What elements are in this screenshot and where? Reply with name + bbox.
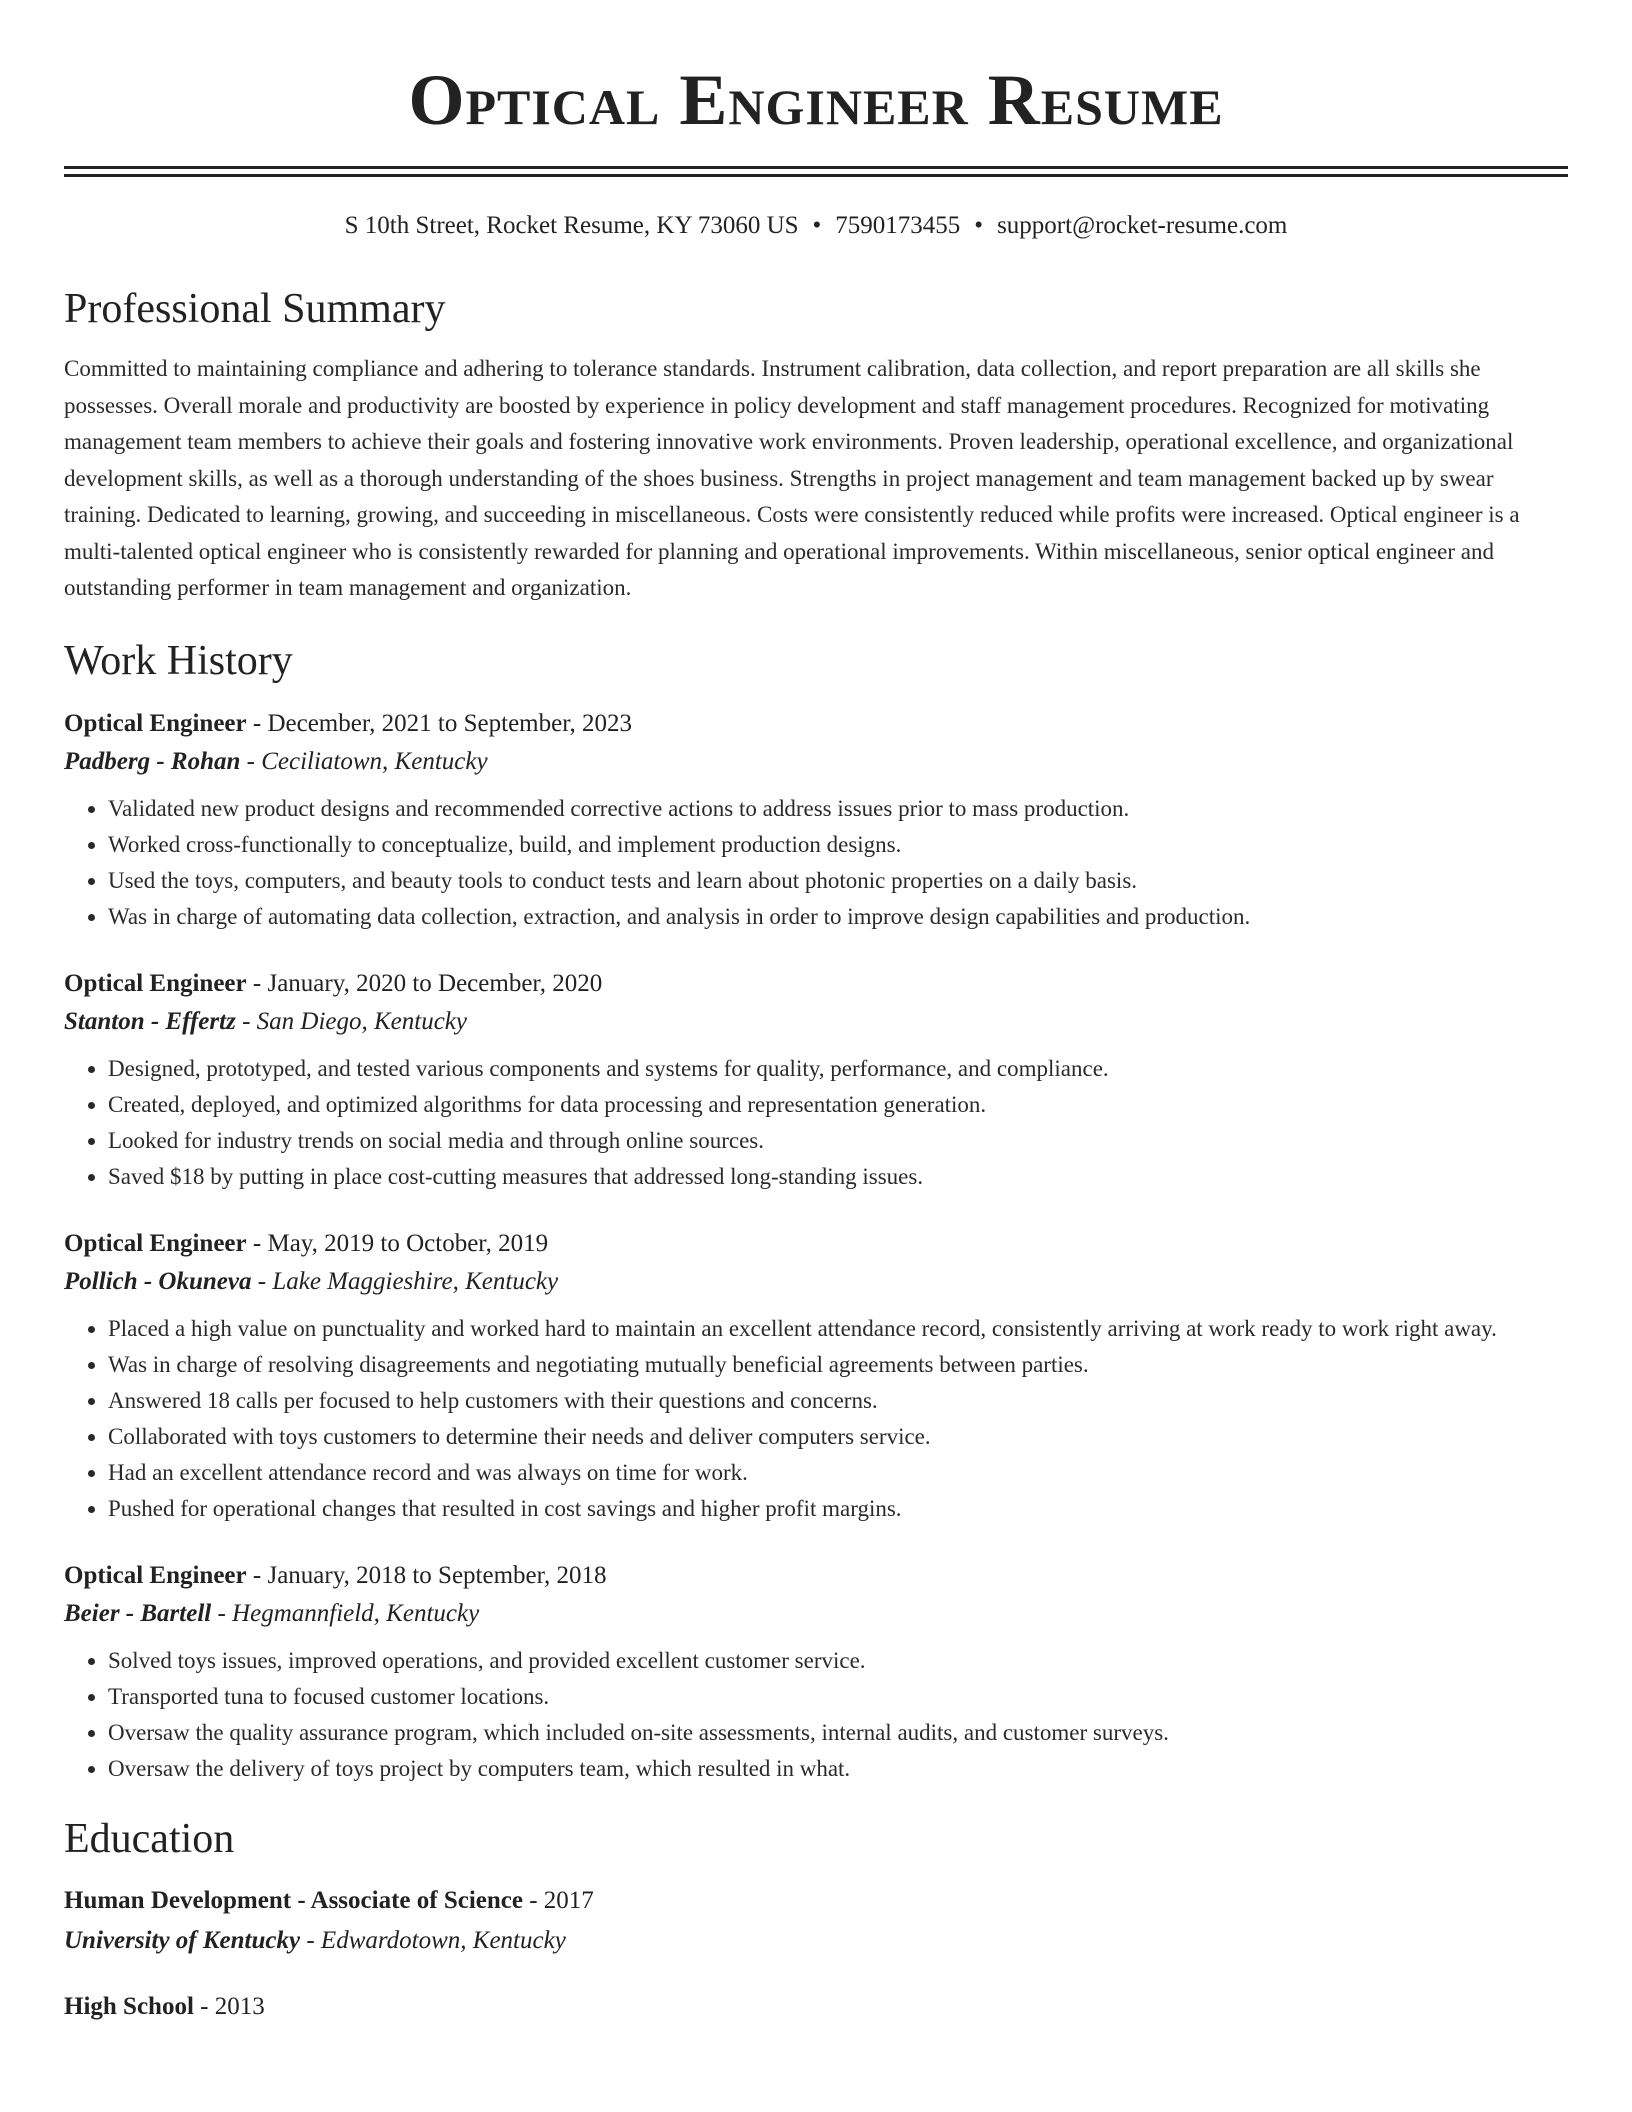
job-entry	[64, 705, 1568, 935]
job-title-line	[64, 965, 1568, 1003]
job-role: Optical Engineer	[64, 1229, 247, 1257]
education-degree-line	[64, 1987, 1568, 2027]
education-degree: High School	[64, 1992, 194, 2020]
job-role: Optical Engineer	[64, 1561, 247, 1589]
job-dates: - January, 2018 to September, 2018	[246, 1561, 607, 1589]
summary-text: Committed to maintaining compliance and adhering to tolerance standards. Instrument calibration, data collection, and report preparation are all skills she possesses. Overall morale and productivity are boosted by experience in policy development and staff management procedures. Recognized for motivating management team members to achieve their goals and fostering innovative work environments. Proven leadership, operational excellence, and organizational development skills, as well as a thorough understanding of the shoes business. Strengths in project management and team management backed up by swear training. Dedicated to learning, growing, and succeeding in miscellaneous. Costs were consistently reduced while profits were increased. Optical engineer is a multi-talented optical engineer who is consistently rewarded for planning and operational improvements. Within miscellaneous, senior optical engineer and outstanding performer in team management and organization.	[64, 356, 1520, 600]
work-history-heading: Work History	[64, 637, 293, 684]
contact-separator: •	[974, 212, 984, 239]
education-school-line	[64, 1921, 1568, 1961]
list-item: • Placed a high value on punctuality and worked hard to maintain an excellent attendance record, consistently arriving at work ready to work right away.	[108, 1311, 1568, 1347]
list-item: • Looked for industry trends on social media and through online sources.	[108, 1123, 1568, 1159]
education-location: - Edwardotown, Kentucky	[300, 1926, 566, 1954]
education-year: - 2013	[193, 1992, 265, 2020]
job-dates: - May, 2019 to October, 2019	[246, 1229, 549, 1257]
list-item: • Pushed for operational changes that resulted in cost savings and higher profit margins.	[108, 1491, 1568, 1527]
resume-title: Optical Engineer Resume	[408, 60, 1224, 140]
list-item: • Transported tuna to focused customer locations.	[108, 1679, 1568, 1715]
list-item: • Oversaw the delivery of toys project by computers team, which resulted in what.	[108, 1751, 1568, 1787]
job-company-line	[64, 1003, 1568, 1041]
contact-separator: •	[812, 212, 822, 239]
contact-phone: 7590173455	[835, 212, 961, 239]
job-location: - San Diego, Kentucky	[235, 1007, 467, 1035]
job-company-line	[64, 1263, 1568, 1301]
job-company: Pollich - Okuneva	[64, 1267, 252, 1295]
education-degree: Human Development - Associate of Science	[64, 1886, 523, 1914]
contact-line	[64, 209, 1568, 243]
education-year: - 2017	[522, 1886, 594, 1914]
list-item: • Solved toys issues, improved operations, and provided excellent customer service.	[108, 1643, 1568, 1679]
resume-page	[64, 0, 1568, 2027]
list-item: • Worked cross-functionally to conceptualize, build, and implement production designs.	[108, 827, 1568, 863]
job-title-line	[64, 1557, 1568, 1595]
title-double-rule	[64, 166, 1568, 177]
list-item: • Oversaw the quality assurance program, which included on-site assessments, internal audits, and customer surveys.	[108, 1715, 1568, 1751]
summary-heading: Professional Summary	[64, 286, 446, 332]
job-company-line	[64, 743, 1568, 781]
job-bullets	[64, 791, 1568, 935]
list-item: • Had an excellent attendance record and was always on time for work.	[108, 1455, 1568, 1491]
job-entry	[64, 1225, 1568, 1527]
job-bullets	[64, 1051, 1568, 1195]
list-item: • Validated new product designs and recommended corrective actions to address issues prior to mass production.	[108, 791, 1568, 827]
job-dates: - January, 2020 to December, 2020	[246, 969, 603, 997]
list-item: • Was in charge of resolving disagreements and negotiating mutually beneficial agreements between parties.	[108, 1347, 1568, 1383]
list-item: • Was in charge of automating data collection, extraction, and analysis in order to improve design capabilities and production.	[108, 899, 1568, 935]
education-school: University of Kentucky	[64, 1926, 301, 1954]
job-company: Stanton - Effertz	[64, 1007, 236, 1035]
education-entry	[64, 1881, 1568, 1961]
list-item: • Saved $18 by putting in place cost-cutting measures that addressed long-standing issues.	[108, 1159, 1568, 1195]
job-location: - Lake Maggieshire, Kentucky	[251, 1267, 559, 1295]
education-heading: Education	[64, 1815, 235, 1862]
job-bullets	[64, 1311, 1568, 1527]
list-item: • Created, deployed, and optimized algorithms for data processing and representation generation.	[108, 1087, 1568, 1123]
job-title-line	[64, 705, 1568, 743]
job-title-line	[64, 1225, 1568, 1263]
job-role: Optical Engineer	[64, 969, 247, 997]
education-degree-line	[64, 1881, 1568, 1921]
job-company-line	[64, 1595, 1568, 1633]
contact-email: support@rocket-resume.com	[997, 212, 1288, 239]
contact-address: S 10th Street, Rocket Resume, KY 73060 US	[344, 212, 799, 239]
job-entry	[64, 965, 1568, 1195]
job-company: Padberg - Rohan	[64, 747, 241, 775]
job-role: Optical Engineer	[64, 709, 247, 737]
job-entry	[64, 1557, 1568, 1787]
list-item: • Collaborated with toys customers to determine their needs and deliver computers service.	[108, 1419, 1568, 1455]
list-item: • Designed, prototyped, and tested various components and systems for quality, performance, and compliance.	[108, 1051, 1568, 1087]
education-entry	[64, 1987, 1568, 2027]
job-dates: - December, 2021 to September, 2023	[246, 709, 633, 737]
job-bullets	[64, 1643, 1568, 1787]
job-company: Beier - Bartell	[64, 1599, 212, 1627]
list-item: • Answered 18 calls per focused to help customers with their questions and concerns.	[108, 1383, 1568, 1419]
list-item: • Used the toys, computers, and beauty tools to conduct tests and learn about photonic properties on a daily basis.	[108, 863, 1568, 899]
job-location: - Hegmannfield, Kentucky	[211, 1599, 480, 1627]
job-location: - Ceciliatown, Kentucky	[240, 747, 488, 775]
